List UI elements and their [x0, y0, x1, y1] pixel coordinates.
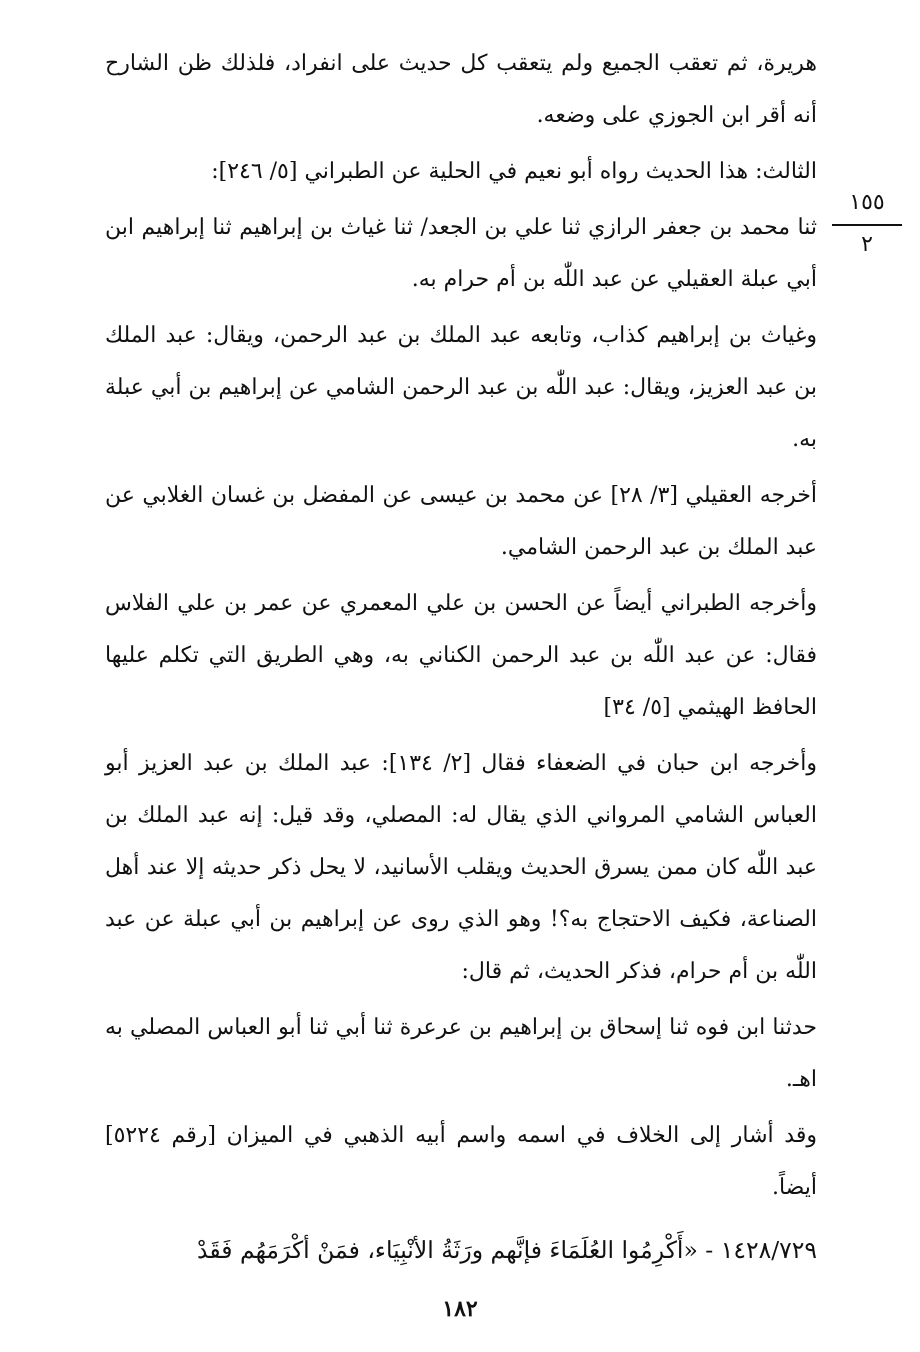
- paragraph-2: الثالث: هذا الحديث رواه أبو نعيم في الحلية عن الطبراني [٥/ ٢٤٦]:: [211, 159, 817, 184]
- page-body: [105, 38, 817, 1280]
- margin-reference: [832, 188, 902, 260]
- hadith-heading: ١٤٢٨/٧٢٩ - «أَكْرِمُوا العُلَمَاءَ فإنَّهم ورَثَةُ الأنْبِيَاء، فمَنْ أكْرَمَهُم فَقَدْ: [197, 1236, 817, 1264]
- paragraph-9: وقد أشار إلى الخلاف في اسمه واسم أبيه الذهبي في الميزان [رقم ٥٢٢٤] أيضاً.: [105, 1123, 817, 1200]
- paragraph-8: حدثنا ابن فوه ثنا إسحاق بن إبراهيم بن عرعرة ثنا أبي ثنا أبو العباس المصلي به اهـ.: [105, 1015, 817, 1092]
- margin-reference-volume-page: ١٥٥: [832, 188, 902, 226]
- page-number: ١٨٢: [442, 1296, 478, 1322]
- paragraph-1: هريرة، ثم تعقب الجميع ولم يتعقب كل حديث على انفراد، فلذلك ظن الشارح أنه أقر ابن الجوزي على وضعه.: [105, 51, 817, 128]
- paragraph-6: وأخرجه الطبراني أيضاً عن الحسن بن علي المعمري عن عمر بن علي الفلاس فقال: عن عبد اللّٰه بن عبد الرحمن الكناني به، وهي الطريق التي تكلم عليها الحافظ الهيثمي [٥/ ٣٤]: [105, 591, 817, 720]
- margin-reference-part: ٢: [861, 232, 873, 257]
- paragraph-3: ثنا محمد بن جعفر الرازي ثنا علي بن الجعد/ ثنا غياث بن إبراهيم ثنا إبراهيم ابن أبي عبلة العقيلي عن عبد اللّٰه بن أم حرام به.: [105, 215, 817, 292]
- paragraph-4: وغياث بن إبراهيم كذاب، وتابعه عبد الملك بن عبد الرحمن، ويقال: عبد الملك بن عبد العزيز، ويقال: عبد اللّٰه بن عبد الرحمن الشامي عن إبراهيم بن أبي عبلة به.: [105, 323, 817, 452]
- paragraph-7: وأخرجه ابن حبان في الضعفاء فقال [٢/ ١٣٤]: عبد الملك بن عبد العزيز أبو العباس الشامي المرواني الذي يقال له: المصلي، وقد قيل: إنه عبد الملك بن عبد اللّٰه كان ممن يسرق الحديث ويقلب الأسانيد، لا يحل ذكر حديثه إلا عند أهل الصناعة، فكيف الاحتجاج به؟! وهو الذي روى عن إبراهيم بن أبي عبلة عن عبد اللّٰه بن أم حرام، فذكر الحديث، ثم قال:: [105, 751, 817, 984]
- paragraph-5: أخرجه العقيلي [٣/ ٢٨] عن محمد بن عيسى عن المفضل بن غسان الغلابي عن عبد الملك بن عبد الرحمن الشامي.: [105, 483, 818, 560]
